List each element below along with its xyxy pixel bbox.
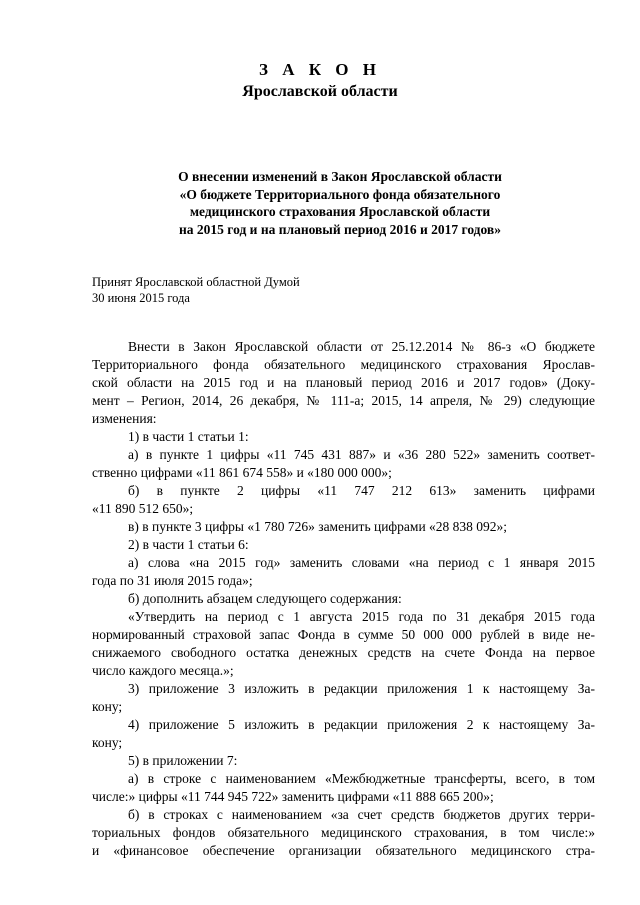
body-line: мент – Регион, 2014, 26 декабря, № 111-а; 2015, 14 апреля, № 29) следующие xyxy=(92,393,595,408)
law-title xyxy=(0,60,640,80)
body-line: ториальных фондов обязательного медицинского страхования, в том числе:» xyxy=(92,825,595,840)
body-line: кону; xyxy=(92,699,123,714)
body-line: кону; xyxy=(92,735,123,750)
law-region xyxy=(0,82,640,102)
body-line: в) в пункте 3 цифры «1 780 726» заменить цифрами «28 838 092»; xyxy=(128,519,508,534)
body-line: года по 31 июля 2015 года»; xyxy=(92,573,253,588)
body-line: числе:» цифры «11 744 945 722» заменить цифрами «11 888 665 200»; xyxy=(92,789,494,804)
adoption-line: 30 июня 2015 года xyxy=(92,291,190,305)
document-name xyxy=(150,168,530,238)
body-line: число каждого месяца.»; xyxy=(92,663,234,678)
body-line: «11 890 512 650»; xyxy=(92,501,194,516)
body-line: 4) приложение 5 изложить в редакции приложения 2 к настоящему За- xyxy=(128,717,595,732)
body-line: б) дополнить абзацем следующего содержания: xyxy=(128,591,402,606)
adoption-line: Принят Ярославской областной Думой xyxy=(92,275,300,289)
body-line: «Утвердить на период с 1 августа 2015 года по 31 декабря 2015 года xyxy=(128,609,595,624)
law-region-text: Ярославской области xyxy=(242,83,398,100)
document-name-line: «О бюджете Территориального фонда обязательного xyxy=(179,186,501,202)
body-line: нормированный страховой запас Фонда в сумме 50 000 000 рублей в виде не- xyxy=(92,627,595,642)
body-line: 5) в приложении 7: xyxy=(128,753,238,768)
body-line: и «финансовое обеспечение организации обязательного медицинского стра- xyxy=(92,843,595,858)
document-name-line: медицинского страхования Ярославской области xyxy=(189,204,491,219)
body-line: ственно цифрами «11 861 674 558» и «180 000 000»; xyxy=(92,465,392,480)
body-line: снижаемого свободного остатка денежных средств на счете Фонда на первое xyxy=(92,645,595,660)
adoption-note xyxy=(92,274,392,306)
body-line: а) в пункте 1 цифры «11 745 431 887» и «36 280 522» заменить соответ- xyxy=(128,447,595,462)
law-title-text: З А К О Н xyxy=(258,60,382,79)
body-line: изменения: xyxy=(92,411,157,426)
body-line: а) слова «на 2015 год» заменить словами «на период с 1 января 2015 xyxy=(128,555,595,570)
body-line: а) в строке с наименованием «Межбюджетные трансферты, всего, в том xyxy=(128,771,595,786)
body-line: 2) в части 1 статьи 6: xyxy=(128,537,249,552)
body-line: 3) приложение 3 изложить в редакции приложения 1 к настоящему За- xyxy=(128,681,595,696)
body-line: Территориального фонда обязательного медицинского страхования Ярослав- xyxy=(92,357,595,372)
law-body xyxy=(92,338,595,860)
body-line: б) в пункте 2 цифры «11 747 212 613» заменить цифрами xyxy=(128,483,595,498)
body-line: б) в строках с наименованием «за счет средств бюджетов других терри- xyxy=(128,807,595,822)
document-name-line: на 2015 год и на плановый период 2016 и 2017 годов» xyxy=(179,221,501,237)
body-line: ской области на 2015 год и на плановый период 2016 и 2017 годов» (Доку- xyxy=(92,375,595,390)
document-name-line: О внесении изменений в Закон Ярославской области xyxy=(178,169,502,184)
body-line: 1) в части 1 статьи 1: xyxy=(128,429,249,444)
body-line: Внести в Закон Ярославской области от 25.12.2014 № 86-з «О бюджете xyxy=(128,339,595,354)
